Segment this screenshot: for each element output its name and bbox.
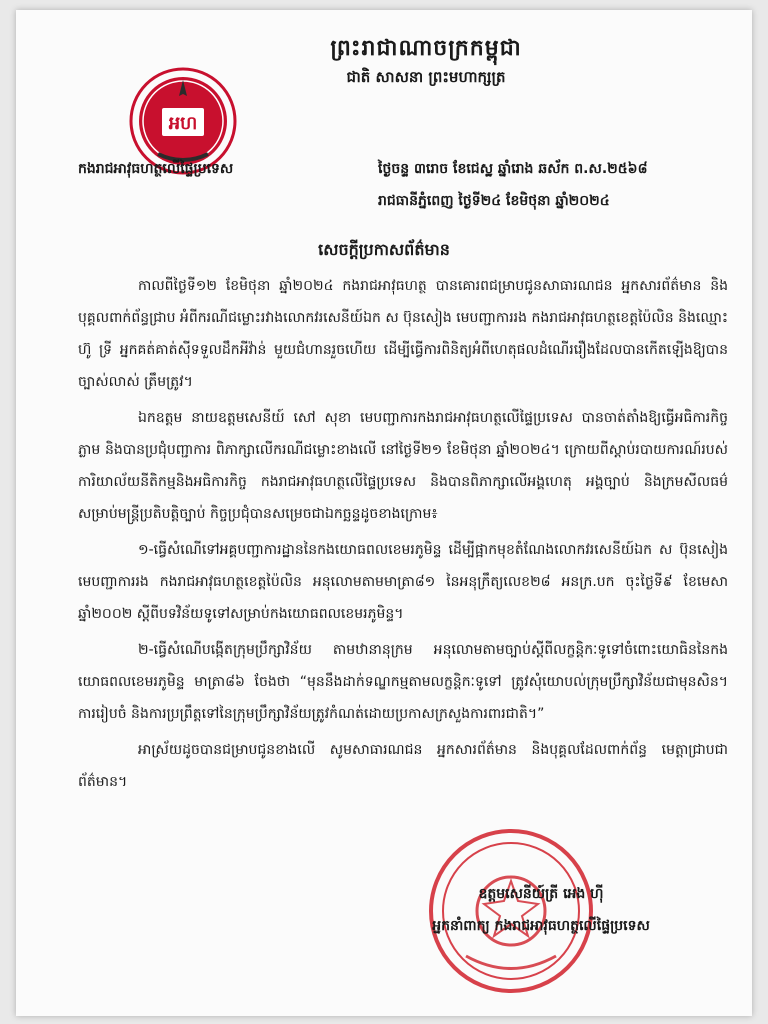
official-red-stamp	[426, 826, 596, 996]
national-motto: ជាតិ សាសនា ព្រះមហាក្សត្រ	[346, 68, 506, 86]
signatory-name: ឧត្តមសេនីយ៍ត្រី អេង ហ៊ី	[478, 886, 604, 902]
paragraph-1: កាលពីថ្ងៃទី១២ ខែមិថុនា ឆ្នាំ២០២៤ កងរាជអាវុធហត្ថ បានគោរពជម្រាបជូនសាធារណជន អ្នកសារព័ត៌មាន និងបុគ្គលពាក់ព័ន្ធជ្រាប អំពីករណីជម្លោះរវាងលោកវរសេនីយ៍ឯក ស ប៊ុនសៀង មេបញ្ជាការរង កងរាជអាវុធហត្ថខេត្តប៉ៃលិន និងឈ្មោះ ហ៊ូ ទ្រី អ្នកគត់គាត់ស៊ីទទួលដឹកអីវ៉ាន់ មួយជំហានរួចហើយ ដើម្បីធ្វើការពិនិត្យអំពីហេតុផលដំណើររឿងដែលបានកើតឡើងឱ្យបានច្បាស់លាស់ ត្រឹមត្រូវ។	[78, 278, 729, 390]
paragraph-4-decision-2: ២-ធ្វើសំណើបង្កើតក្រុមប្រឹក្សាវិន័យ តាមឋានានុក្រម អនុលោមតាមច្បាប់ស្ដីពីលក្ខន្តិកៈទូទៅចំពោះយោធិននៃកងយោធពលខេមរភូមិន្ទ មាត្រា៨៦ ចែងថា “មុននឹងដាក់ទណ្ឌកម្មតាមលក្ខន្តិកៈទូទៅ ត្រូវសុំយោបល់ក្រុមប្រឹក្សាវិន័យជាមុនសិន។ ការរៀបចំ និងការប្រព្រឹត្តទៅនៃក្រុមប្រឹក្សាវិន័យត្រូវកំណត់ដោយប្រកាសក្រសួងការពារជាតិ។”	[78, 642, 728, 722]
logo-text: អហ	[168, 113, 198, 134]
signatory-title: អ្នកនាំពាក្យ កងរាជអាវុធហត្ថលើផ្ទៃប្រទេស	[432, 918, 650, 934]
paragraph-2: ឯកឧត្តម នាយឧត្តមសេនីយ៍ សៅ សុខា មេបញ្ជាការកងរាជអាវុធហត្ថលើផ្ទៃប្រទេស បានចាត់តាំងឱ្យធ្វើអធិការកិច្ចភ្លាម និងបានប្រជុំបញ្ជាការ ពិភាក្សាលើករណីជម្លោះខាងលើ នៅថ្ងៃទី២១ ខែមិថុនា ឆ្នាំ២០២៤។ ក្រោយពីស្ដាប់របាយការណ៍របស់ការិយាល័យនីតិកម្មនិងអធិការកិច្ច កងរាជអាវុធហត្ថលើផ្ទៃប្រទេស និងបានពិភាក្សាលើអង្គហេតុ អង្គច្បាប់ និងក្រមសីលធម៌សម្រាប់មន្ត្រីប្រតិបត្តិច្បាប់ កិច្ចប្រជុំបានសម្រេចជាឯកច្ឆន្ទដូចខាងក្រោម៖	[78, 410, 728, 522]
lunar-date: ថ្ងៃចន្ទ ៣រោច ខែជេស្ឋ ឆ្នាំរោង ឆស័ក ព.ស.២៥៦៨	[378, 161, 648, 177]
paragraph-5-closing: អាស្រ័យដូចបានជម្រាបជូនខាងលើ សូមសាធារណជន អ្នកសារព័ត៌មាន និងបុគ្គលដែលពាក់ព័ន្ធ មេត្តាជ្រាបជាព័ត៌មាន។	[78, 742, 728, 790]
kingdom-heading: ព្រះរាជាណាចក្រកម្ពុជា	[330, 36, 522, 61]
document-page	[16, 10, 752, 1016]
paragraph-3-decision-1: ១-ធ្វើសំណើទៅអគ្គបញ្ជាការដ្ឋាននៃកងយោធពលខេមរភូមិន្ទ ដើម្បីផ្អាកមុខតំណែងលោកវរសេនីយ៍ឯក ស ប៊ុនសៀង មេបញ្ជាការរង កងរាជអាវុធហត្ថខេត្តប៉ៃលិន អនុលោមតាមមាត្រា៨១ នៃអនុក្រឹត្យលេខ២៨ អនក្រ.បក ចុះថ្ងៃទី៩ ខែមេសា ឆ្នាំ២០០២ ស្ដីពីបទវិន័យទូទៅសម្រាប់កងយោធពលខេមរភូមិន្ទ។	[78, 542, 728, 622]
document-title: សេចក្ដីប្រកាសព័ត៌មាន	[318, 240, 450, 259]
solar-date-location: រាជធានីភ្នំពេញ ថ្ងៃទី២៤ ខែមិថុនា ឆ្នាំ២០២៤	[378, 193, 610, 209]
sender-unit-name: កងរាជអាវុធហត្ថលើផ្ទៃប្រទេស	[78, 161, 234, 177]
document-body	[78, 270, 728, 802]
